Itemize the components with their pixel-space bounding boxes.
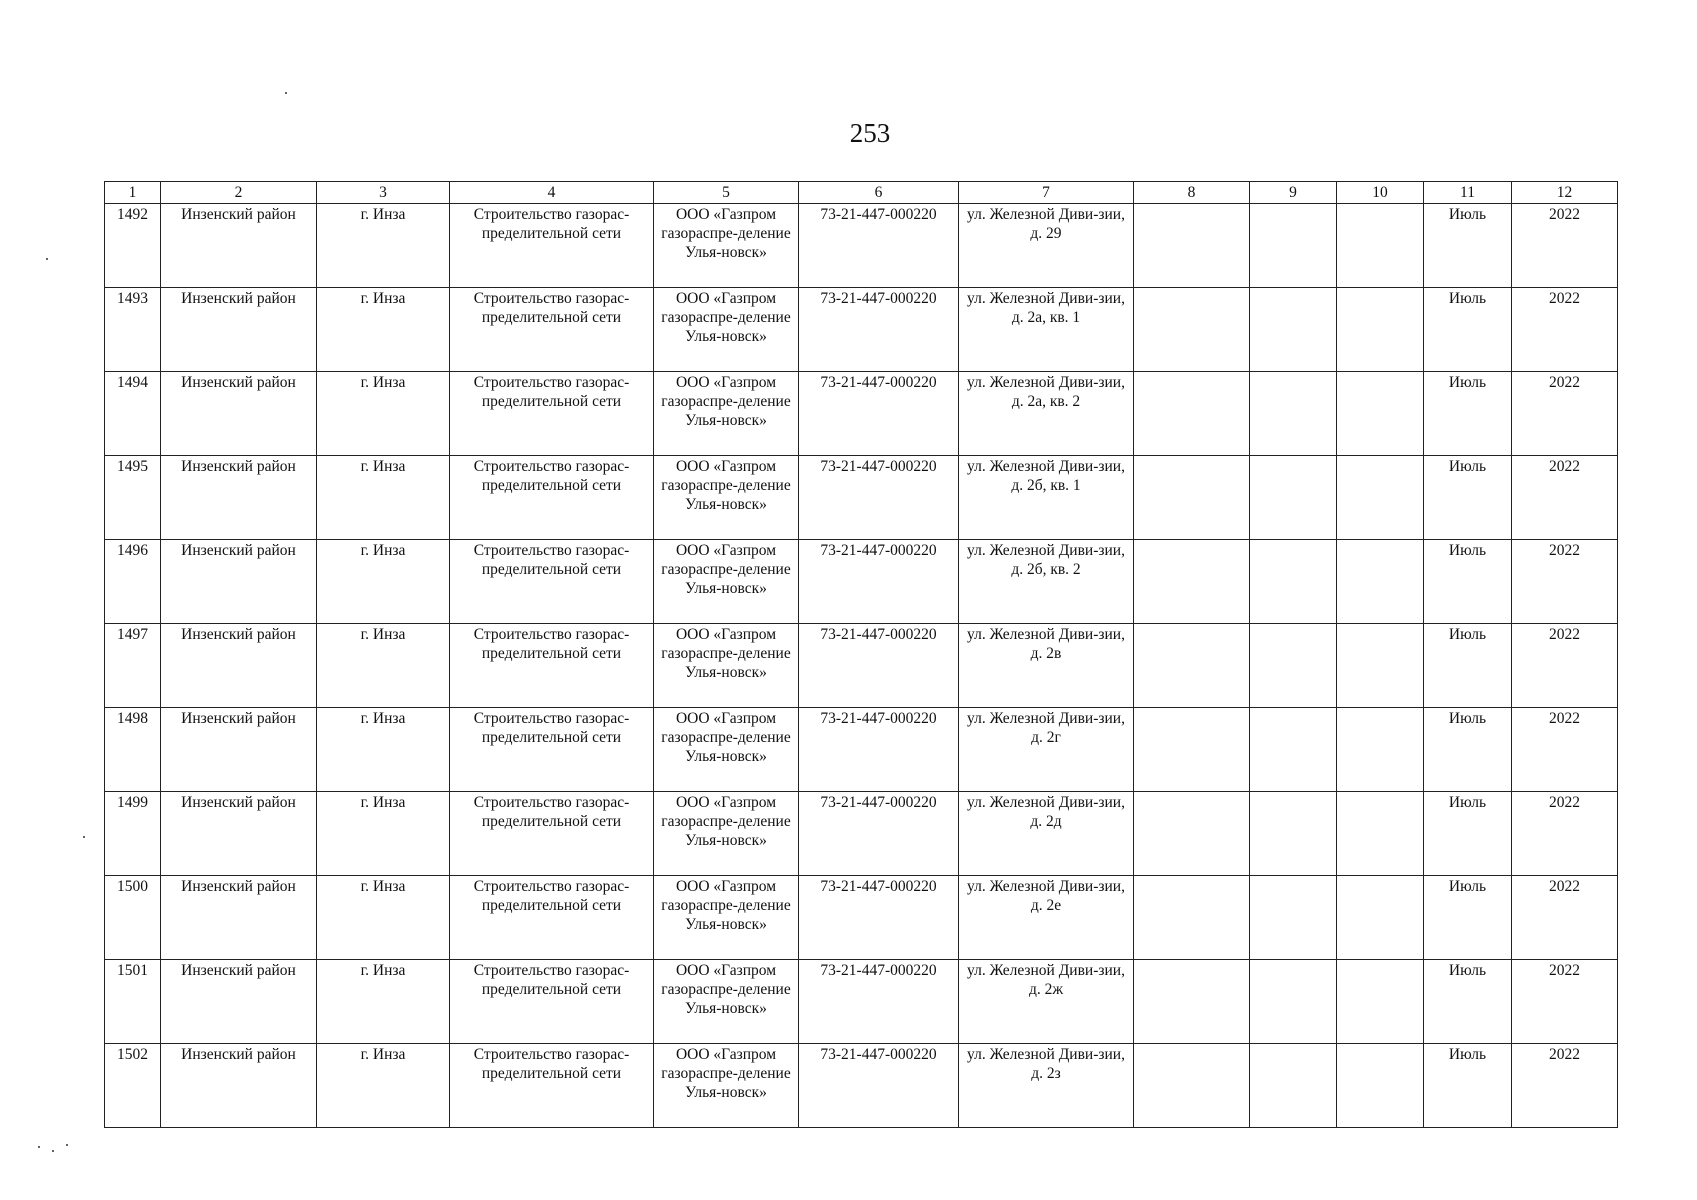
month-cell: Июль [1424,540,1512,624]
organization-cell: ООО «Газпром газораспре-деление Улья-новск» [654,204,799,288]
column-header-2: 2 [161,182,317,204]
work-type-cell: Строительство газорас-пределительной сети [450,1044,654,1128]
row-number: 1496 [105,540,161,624]
district-cell: Инзенский район [161,708,317,792]
column-header-6: 6 [799,182,959,204]
col9-cell [1250,960,1337,1044]
district-cell: Инзенский район [161,372,317,456]
district-cell: Инзенский район [161,288,317,372]
code-cell: 73-21-447-000220 [799,876,959,960]
month-cell: Июль [1424,1044,1512,1128]
work-type-cell: Строительство газорас-пределительной сети [450,708,654,792]
locality-cell: г. Инза [317,708,450,792]
work-type-cell: Строительство газорас-пределительной сети [450,960,654,1044]
row-number: 1501 [105,960,161,1044]
organization-cell: ООО «Газпром газораспре-деление Улья-новск» [654,708,799,792]
address-cell: ул. Железной Диви-зии, д. 2б, кв. 2 [959,540,1134,624]
year-cell: 2022 [1512,792,1618,876]
table-row [105,792,1618,876]
row-number: 1493 [105,288,161,372]
locality-cell: г. Инза [317,1044,450,1128]
district-cell: Инзенский район [161,540,317,624]
col9-cell [1250,624,1337,708]
row-number: 1495 [105,456,161,540]
scan-speck [52,1150,54,1152]
locality-cell: г. Инза [317,624,450,708]
table-row [105,960,1618,1044]
column-header-4: 4 [450,182,654,204]
locality-cell: г. Инза [317,876,450,960]
code-cell: 73-21-447-000220 [799,456,959,540]
scan-speck [285,92,287,94]
year-cell: 2022 [1512,1044,1618,1128]
address-cell: ул. Железной Диви-зии, д. 2в [959,624,1134,708]
row-number: 1492 [105,204,161,288]
address-cell: ул. Железной Диви-зии, д. 2д [959,792,1134,876]
code-cell: 73-21-447-000220 [799,792,959,876]
row-number: 1497 [105,624,161,708]
table-row [105,1044,1618,1128]
column-header-9: 9 [1250,182,1337,204]
column-header-3: 3 [317,182,450,204]
district-cell: Инзенский район [161,876,317,960]
col10-cell [1337,624,1424,708]
row-number: 1502 [105,1044,161,1128]
organization-cell: ООО «Газпром газораспре-деление Улья-новск» [654,960,799,1044]
organization-cell: ООО «Газпром газораспре-деление Улья-новск» [654,372,799,456]
column-header-10: 10 [1337,182,1424,204]
column-header-5: 5 [654,182,799,204]
col10-cell [1337,288,1424,372]
work-type-cell: Строительство газорас-пределительной сети [450,624,654,708]
table-row [105,372,1618,456]
year-cell: 2022 [1512,708,1618,792]
col9-cell [1250,372,1337,456]
year-cell: 2022 [1512,876,1618,960]
district-cell: Инзенский район [161,624,317,708]
locality-cell: г. Инза [317,372,450,456]
table-row [105,204,1618,288]
address-cell: ул. Железной Диви-зии, д. 2а, кв. 2 [959,372,1134,456]
col8-cell [1134,624,1250,708]
col9-cell [1250,792,1337,876]
col9-cell [1250,876,1337,960]
organization-cell: ООО «Газпром газораспре-деление Улья-новск» [654,456,799,540]
row-number: 1494 [105,372,161,456]
address-cell: ул. Железной Диви-зии, д. 2б, кв. 1 [959,456,1134,540]
organization-cell: ООО «Газпром газораспре-деление Улья-новск» [654,288,799,372]
scan-speck [38,1146,40,1148]
work-type-cell: Строительство газорас-пределительной сети [450,876,654,960]
address-cell: ул. Железной Диви-зии, д. 2г [959,708,1134,792]
address-cell: ул. Железной Диви-зии, д. 2е [959,876,1134,960]
col9-cell [1250,204,1337,288]
col8-cell [1134,960,1250,1044]
locality-cell: г. Инза [317,540,450,624]
scan-speck [83,836,85,838]
organization-cell: ООО «Газпром газораспре-деление Улья-новск» [654,540,799,624]
col9-cell [1250,540,1337,624]
year-cell: 2022 [1512,288,1618,372]
month-cell: Июль [1424,624,1512,708]
year-cell: 2022 [1512,960,1618,1044]
table-row [105,456,1618,540]
organization-cell: ООО «Газпром газораспре-деление Улья-новск» [654,792,799,876]
organization-cell: ООО «Газпром газораспре-деление Улья-новск» [654,876,799,960]
code-cell: 73-21-447-000220 [799,204,959,288]
code-cell: 73-21-447-000220 [799,624,959,708]
district-cell: Инзенский район [161,792,317,876]
locality-cell: г. Инза [317,204,450,288]
col8-cell [1134,876,1250,960]
address-cell: ул. Железной Диви-зии, д. 29 [959,204,1134,288]
year-cell: 2022 [1512,456,1618,540]
scan-speck [66,1144,68,1146]
table-row [105,876,1618,960]
month-cell: Июль [1424,876,1512,960]
locality-cell: г. Инза [317,288,450,372]
page-number: 253 [849,118,891,148]
address-cell: ул. Железной Диви-зии, д. 2а, кв. 1 [959,288,1134,372]
column-header-7: 7 [959,182,1134,204]
col10-cell [1337,792,1424,876]
col9-cell [1250,708,1337,792]
row-number: 1499 [105,792,161,876]
col10-cell [1337,372,1424,456]
work-type-cell: Строительство газорас-пределительной сети [450,456,654,540]
col10-cell [1337,708,1424,792]
work-type-cell: Строительство газорас-пределительной сети [450,288,654,372]
col10-cell [1337,876,1424,960]
column-header-1: 1 [105,182,161,204]
month-cell: Июль [1424,372,1512,456]
code-cell: 73-21-447-000220 [799,1044,959,1128]
col8-cell [1134,540,1250,624]
month-cell: Июль [1424,708,1512,792]
work-type-cell: Строительство газорас-пределительной сети [450,792,654,876]
organization-cell: ООО «Газпром газораспре-деление Улья-новск» [654,1044,799,1128]
table-body [105,204,1618,1128]
district-cell: Инзенский район [161,204,317,288]
year-cell: 2022 [1512,204,1618,288]
code-cell: 73-21-447-000220 [799,708,959,792]
column-header-12: 12 [1512,182,1618,204]
col8-cell [1134,288,1250,372]
col10-cell [1337,1044,1424,1128]
locality-cell: г. Инза [317,960,450,1044]
district-cell: Инзенский район [161,960,317,1044]
col9-cell [1250,456,1337,540]
col10-cell [1337,960,1424,1044]
col10-cell [1337,456,1424,540]
address-cell: ул. Железной Диви-зии, д. 2з [959,1044,1134,1128]
col8-cell [1134,792,1250,876]
header-row [105,182,1618,204]
row-number: 1500 [105,876,161,960]
year-cell: 2022 [1512,624,1618,708]
col9-cell [1250,288,1337,372]
col10-cell [1337,540,1424,624]
col8-cell [1134,1044,1250,1128]
work-type-cell: Строительство газорас-пределительной сети [450,540,654,624]
work-type-cell: Строительство газорас-пределительной сети [450,372,654,456]
code-cell: 73-21-447-000220 [799,288,959,372]
month-cell: Июль [1424,288,1512,372]
locality-cell: г. Инза [317,456,450,540]
month-cell: Июль [1424,204,1512,288]
col10-cell [1337,204,1424,288]
col8-cell [1134,708,1250,792]
district-cell: Инзенский район [161,456,317,540]
column-header-8: 8 [1134,182,1250,204]
month-cell: Июль [1424,792,1512,876]
organization-cell: ООО «Газпром газораспре-деление Улья-новск» [654,624,799,708]
work-type-cell: Строительство газорас-пределительной сети [450,204,654,288]
scan-speck [46,258,48,260]
code-cell: 73-21-447-000220 [799,960,959,1044]
row-number: 1498 [105,708,161,792]
month-cell: Июль [1424,456,1512,540]
year-cell: 2022 [1512,372,1618,456]
table-row [105,708,1618,792]
locality-cell: г. Инза [317,792,450,876]
col9-cell [1250,1044,1337,1128]
code-cell: 73-21-447-000220 [799,540,959,624]
col8-cell [1134,204,1250,288]
column-header-11: 11 [1424,182,1512,204]
table-row [105,540,1618,624]
register-table [104,181,1618,1128]
address-cell: ул. Железной Диви-зии, д. 2ж [959,960,1134,1044]
col8-cell [1134,372,1250,456]
col8-cell [1134,456,1250,540]
month-cell: Июль [1424,960,1512,1044]
table-row [105,624,1618,708]
code-cell: 73-21-447-000220 [799,372,959,456]
year-cell: 2022 [1512,540,1618,624]
table-row [105,288,1618,372]
district-cell: Инзенский район [161,1044,317,1128]
